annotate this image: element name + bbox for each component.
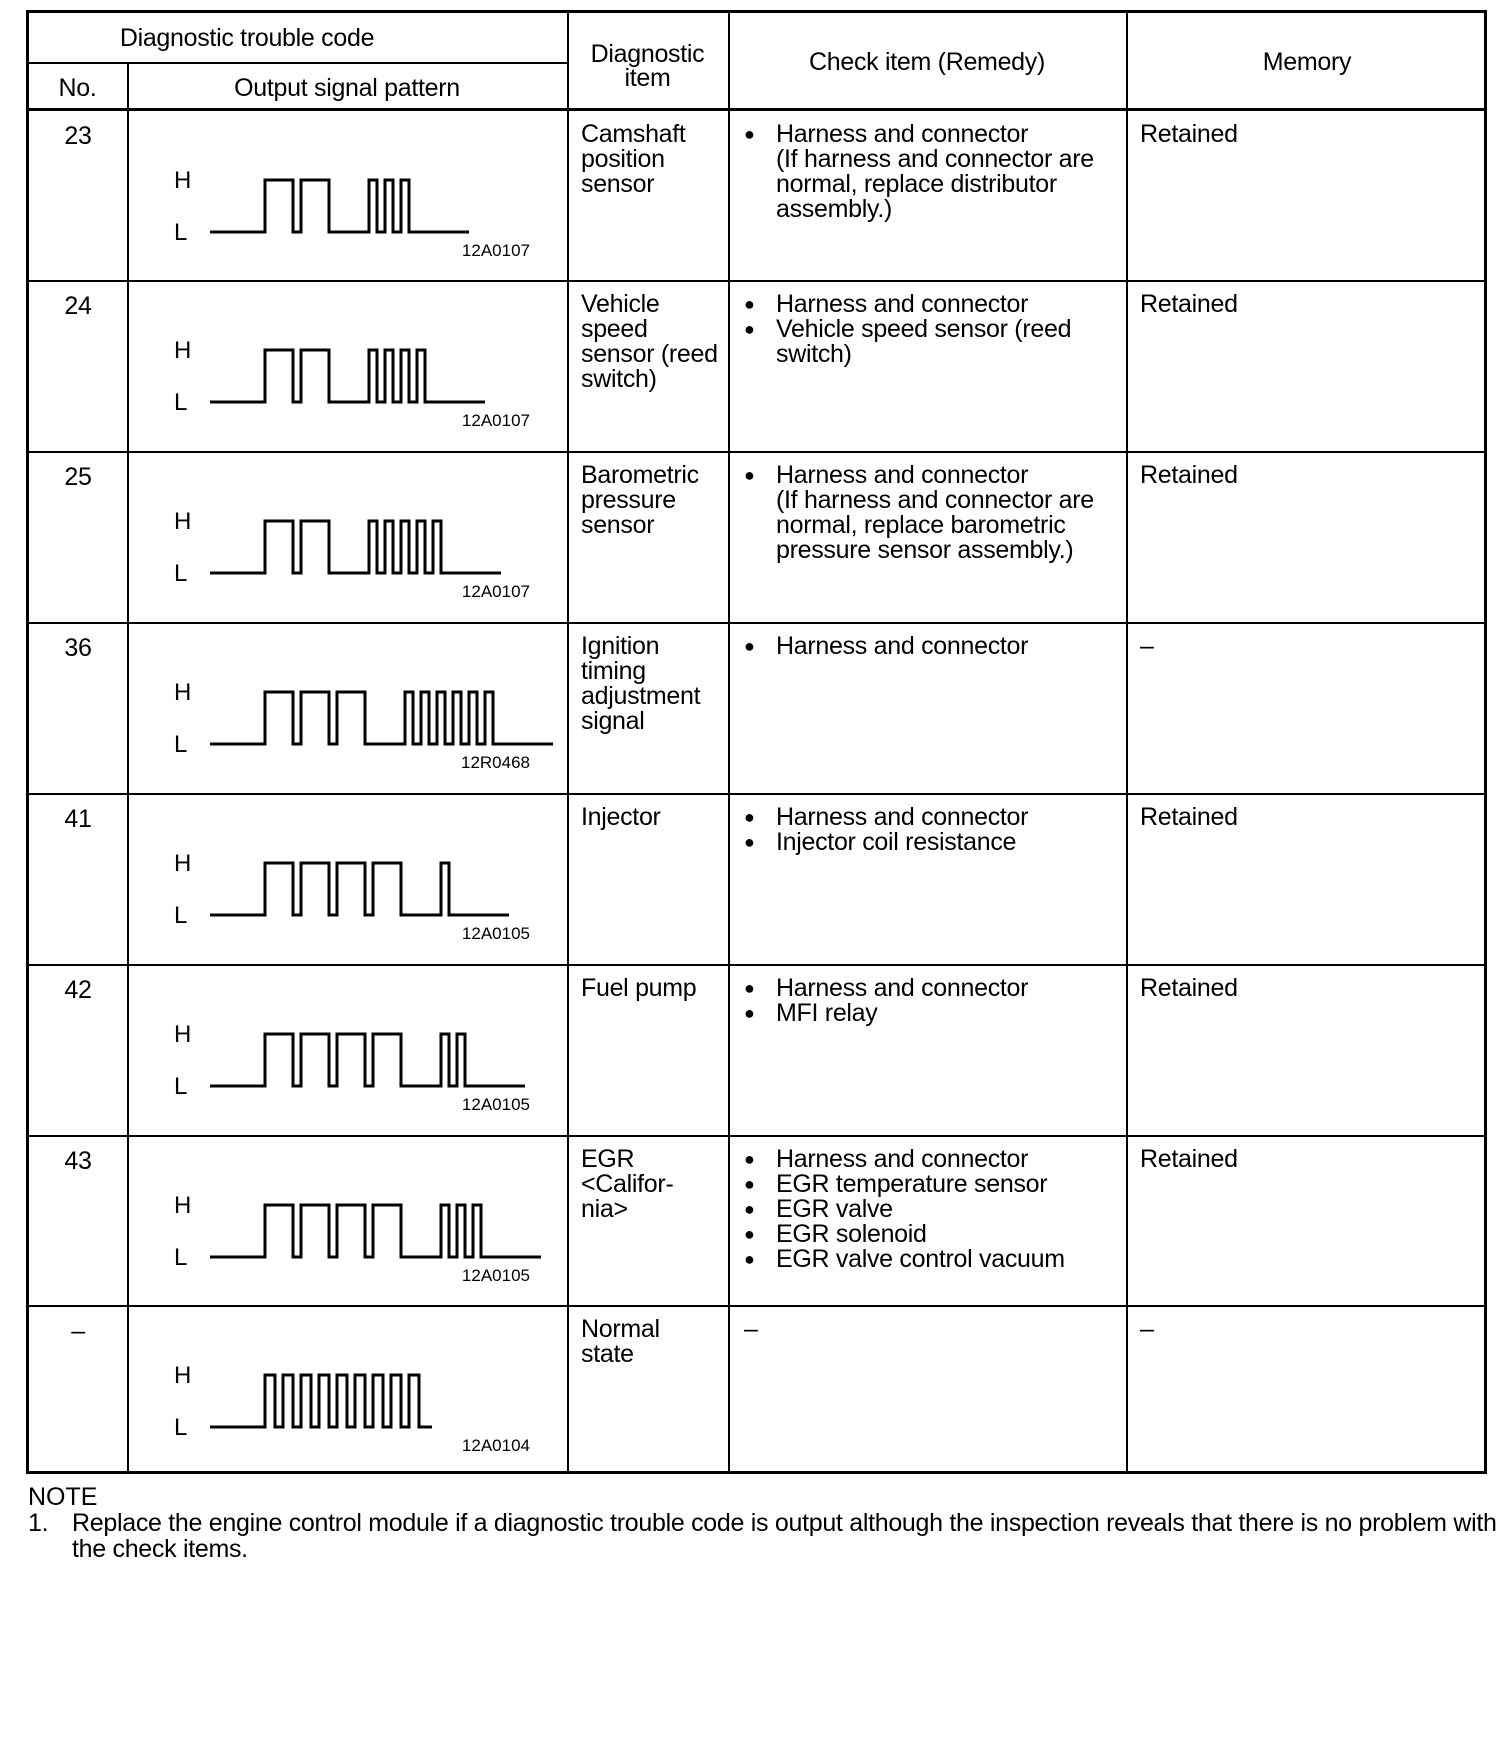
memory-status: Retained bbox=[1140, 120, 1238, 148]
low-level-label: L bbox=[174, 560, 188, 587]
bullet-icon: ● bbox=[744, 1149, 755, 1169]
check-item-list bbox=[744, 634, 1124, 659]
check-item-line: EGR valve control vacuum bbox=[776, 1245, 1065, 1273]
check-item-line: Harness and connector bbox=[776, 290, 1029, 318]
row-code-number: 42 bbox=[64, 976, 92, 1004]
check-item-line: Harness and connector bbox=[776, 632, 1029, 660]
diagnostic-item-line: sensor bbox=[581, 170, 655, 198]
header-no: No. bbox=[58, 74, 97, 102]
column-divider bbox=[127, 63, 129, 1474]
row-divider bbox=[26, 280, 1487, 282]
note-section bbox=[28, 1484, 1498, 1562]
signal-waveform bbox=[210, 1375, 432, 1427]
bullet-icon: ● bbox=[744, 636, 755, 656]
diagnostic-item-line: Fuel pump bbox=[581, 974, 697, 1002]
check-item bbox=[744, 1197, 1124, 1222]
bullet-icon: ● bbox=[744, 465, 755, 485]
column-divider bbox=[728, 10, 730, 1474]
check-item-line: assembly.) bbox=[776, 195, 893, 223]
high-level-label: H bbox=[174, 850, 192, 877]
diagnostic-item-line: state bbox=[581, 1340, 634, 1368]
high-level-label: H bbox=[174, 1021, 192, 1048]
diagnostic-item-line: Injector bbox=[581, 803, 661, 831]
check-item bbox=[744, 976, 1124, 1001]
memory-status: – bbox=[1140, 632, 1154, 660]
note-item-text: Replace the engine control module if a diagnostic trouble code is output although the inspection reveals that there is no problem with the check items. bbox=[72, 1509, 1497, 1563]
check-item bbox=[744, 634, 1124, 659]
header-divider bbox=[26, 62, 567, 64]
note-item-number: 1. bbox=[28, 1509, 49, 1537]
diagnostic-item-line: sensor bbox=[581, 511, 655, 539]
figure-code: 12A0105 bbox=[461, 924, 530, 943]
row-divider bbox=[26, 622, 1487, 624]
diagnostic-item bbox=[581, 122, 731, 197]
check-item bbox=[744, 1222, 1124, 1247]
diagnostic-item-line: sensor (reed bbox=[581, 340, 718, 368]
diagnostic-item-line: switch) bbox=[581, 365, 657, 393]
check-item bbox=[744, 317, 1124, 367]
signal-waveform bbox=[210, 1034, 525, 1086]
memory-status: Retained bbox=[1140, 1145, 1238, 1173]
figure-code: 12A0104 bbox=[461, 1436, 530, 1455]
check-item bbox=[744, 463, 1124, 563]
low-level-label: L bbox=[174, 389, 188, 416]
check-item-line: Harness and connector bbox=[776, 120, 1029, 148]
bullet-icon: ● bbox=[744, 1003, 755, 1023]
row-code-number: 41 bbox=[64, 805, 92, 833]
diagnostic-item-line: Normal bbox=[581, 1315, 660, 1343]
diagnostic-item bbox=[581, 634, 731, 734]
check-item-list bbox=[744, 1147, 1124, 1272]
check-item-line: Harness and connector bbox=[776, 974, 1029, 1002]
bullet-icon: ● bbox=[744, 319, 755, 339]
diagnostic-item-line: nia> bbox=[581, 1195, 628, 1223]
check-item bbox=[744, 1147, 1124, 1172]
header-check-item: Check item (Remedy) bbox=[808, 48, 1046, 76]
check-item-line: pressure sensor assembly.) bbox=[776, 536, 1074, 564]
diagnostic-item bbox=[581, 292, 731, 392]
row-divider bbox=[26, 1135, 1487, 1137]
figure-code: 12A0105 bbox=[461, 1266, 530, 1285]
high-level-label: H bbox=[174, 167, 192, 194]
diagnostic-item bbox=[581, 1317, 731, 1367]
bullet-icon: ● bbox=[744, 978, 755, 998]
check-item-line: normal, replace barometric bbox=[776, 511, 1066, 539]
diagnostic-item-line: <Califor- bbox=[581, 1170, 674, 1198]
output-signal-pattern bbox=[160, 461, 580, 611]
header-signal-pattern: Output signal pattern bbox=[234, 74, 460, 102]
column-divider bbox=[1126, 10, 1128, 1474]
output-signal-pattern bbox=[160, 290, 580, 440]
check-item-line: EGR temperature sensor bbox=[776, 1170, 1048, 1198]
row-code-number: 24 bbox=[64, 292, 92, 320]
figure-code: 12A0107 bbox=[461, 241, 530, 260]
check-item-line: Harness and connector bbox=[776, 461, 1029, 489]
output-signal-pattern bbox=[160, 1145, 580, 1295]
note-item bbox=[28, 1510, 1498, 1562]
figure-code: 12R0468 bbox=[460, 753, 530, 772]
check-item bbox=[744, 1247, 1124, 1272]
diagnostic-item-line: Camshaft bbox=[581, 120, 686, 148]
diagnostic-item-line: position bbox=[581, 145, 665, 173]
check-item-line: (If harness and connector are bbox=[776, 145, 1094, 173]
check-item-line: EGR solenoid bbox=[776, 1220, 927, 1248]
low-level-label: L bbox=[174, 902, 188, 929]
check-item bbox=[744, 1001, 1124, 1026]
diagnostic-item-line: EGR bbox=[581, 1145, 635, 1173]
memory-status: Retained bbox=[1140, 290, 1238, 318]
check-item bbox=[744, 122, 1124, 222]
output-signal-pattern bbox=[160, 803, 580, 953]
high-level-label: H bbox=[174, 679, 192, 706]
bullet-icon: ● bbox=[744, 1224, 755, 1244]
figure-code: 12A0105 bbox=[461, 1095, 530, 1114]
check-item-list bbox=[744, 292, 1124, 367]
output-signal-pattern bbox=[160, 632, 580, 782]
high-level-label: H bbox=[174, 1192, 192, 1219]
signal-waveform bbox=[210, 1205, 541, 1257]
low-level-label: L bbox=[174, 1244, 188, 1271]
low-level-label: L bbox=[174, 731, 188, 758]
header-diagnostic-item bbox=[567, 42, 728, 90]
signal-waveform bbox=[210, 350, 485, 402]
low-level-label: L bbox=[174, 1073, 188, 1100]
header-diagnostic-item-line: Diagnostic bbox=[590, 40, 705, 68]
check-item-line: Injector coil resistance bbox=[776, 828, 1017, 856]
row-code-number: – bbox=[71, 1317, 85, 1345]
signal-waveform bbox=[210, 180, 469, 232]
check-item-line: EGR valve bbox=[776, 1195, 893, 1223]
check-item bbox=[744, 805, 1124, 830]
check-item-list bbox=[744, 976, 1124, 1026]
check-item-line: Harness and connector bbox=[776, 1145, 1029, 1173]
diagnostic-item bbox=[581, 805, 731, 830]
row-divider bbox=[26, 1305, 1487, 1307]
check-item-line: normal, replace distributor bbox=[776, 170, 1057, 198]
check-item-list bbox=[744, 122, 1124, 222]
row-divider bbox=[26, 451, 1487, 453]
diagnostic-item-line: Vehicle bbox=[581, 290, 660, 318]
bullet-icon: ● bbox=[744, 1199, 755, 1219]
signal-waveform bbox=[210, 692, 553, 744]
check-item-list bbox=[744, 463, 1124, 563]
check-item-line: Harness and connector bbox=[776, 803, 1029, 831]
row-code-number: 43 bbox=[64, 1147, 92, 1175]
signal-waveform bbox=[210, 863, 509, 915]
memory-status: – bbox=[1140, 1315, 1154, 1343]
bullet-icon: ● bbox=[744, 807, 755, 827]
note-title: NOTE bbox=[28, 1483, 98, 1511]
diagnostic-item bbox=[581, 976, 731, 1001]
row-code-number: 36 bbox=[64, 634, 92, 662]
figure-code: 12A0107 bbox=[461, 582, 530, 601]
signal-waveform bbox=[210, 521, 501, 573]
diagnostic-item-line: signal bbox=[581, 707, 645, 735]
high-level-label: H bbox=[174, 1362, 192, 1389]
check-item bbox=[744, 292, 1124, 317]
diagnostic-item-line: pressure bbox=[581, 486, 676, 514]
high-level-label: H bbox=[174, 508, 192, 535]
check-item-line: switch) bbox=[776, 340, 852, 368]
output-signal-pattern bbox=[160, 974, 580, 1124]
check-item bbox=[744, 1317, 1124, 1342]
low-level-label: L bbox=[174, 1414, 188, 1441]
check-item-line: (If harness and connector are bbox=[776, 486, 1094, 514]
check-item bbox=[744, 830, 1124, 855]
header-bottom-rule bbox=[26, 108, 1487, 111]
header-dtc-group: Diagnostic trouble code bbox=[119, 24, 375, 52]
diagnostic-item bbox=[581, 463, 731, 538]
low-level-label: L bbox=[174, 219, 188, 246]
diagnostic-item bbox=[581, 1147, 731, 1222]
output-signal-pattern bbox=[160, 120, 580, 270]
memory-status: Retained bbox=[1140, 461, 1238, 489]
diagnostic-item-line: speed bbox=[581, 315, 648, 343]
check-item-line: MFI relay bbox=[776, 999, 878, 1027]
check-item-line: Vehicle speed sensor (reed bbox=[776, 315, 1072, 343]
header-memory: Memory bbox=[1262, 48, 1352, 76]
high-level-label: H bbox=[174, 337, 192, 364]
check-item bbox=[744, 1172, 1124, 1197]
diagnostic-item-line: Ignition bbox=[581, 632, 660, 660]
memory-status: Retained bbox=[1140, 803, 1238, 831]
check-item-list bbox=[744, 1317, 1124, 1342]
diagnostic-item-line: Barometric bbox=[581, 461, 699, 489]
check-item-line: – bbox=[744, 1315, 758, 1343]
diagnostic-item-line: timing bbox=[581, 657, 646, 685]
bullet-icon: ● bbox=[744, 294, 755, 314]
bullet-icon: ● bbox=[744, 1249, 755, 1269]
row-divider bbox=[26, 793, 1487, 795]
header-diagnostic-item-line: item bbox=[624, 64, 671, 92]
bullet-icon: ● bbox=[744, 832, 755, 852]
row-code-number: 25 bbox=[64, 463, 92, 491]
bullet-icon: ● bbox=[744, 1174, 755, 1194]
bullet-icon: ● bbox=[744, 124, 755, 144]
memory-status: Retained bbox=[1140, 974, 1238, 1002]
diagnostic-item-line: adjustment bbox=[581, 682, 701, 710]
row-divider bbox=[26, 964, 1487, 966]
figure-code: 12A0107 bbox=[461, 411, 530, 430]
row-code-number: 23 bbox=[64, 122, 92, 150]
output-signal-pattern bbox=[160, 1315, 580, 1465]
check-item-list bbox=[744, 805, 1124, 855]
